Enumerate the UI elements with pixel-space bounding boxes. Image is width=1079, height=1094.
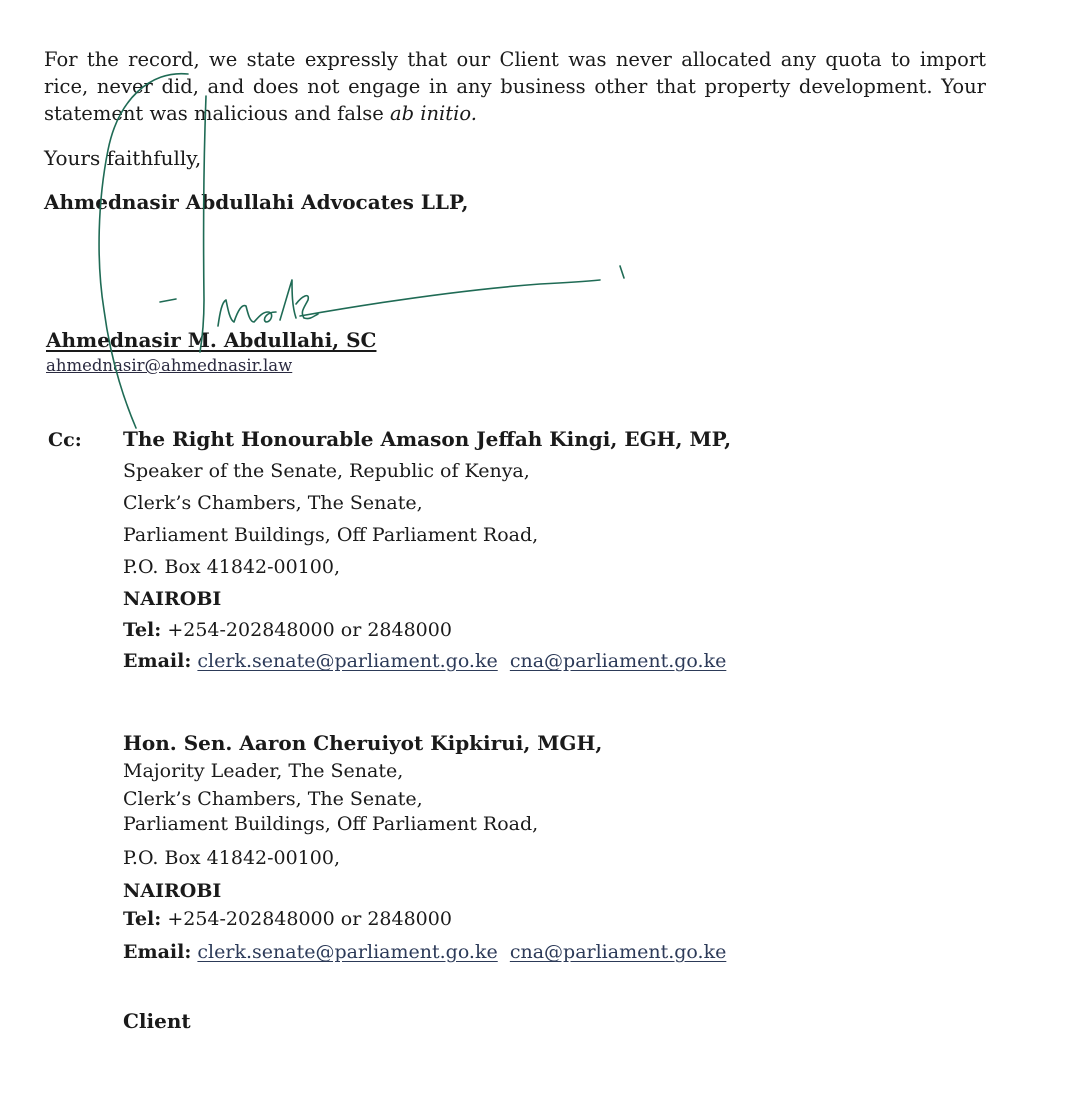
signatory-name: Ahmednasir M. Abdullahi, SC (46, 328, 377, 352)
address-line: Clerk’s Chambers, The Senate, (123, 788, 423, 810)
address-line: P.O. Box 41842-00100, (123, 847, 341, 869)
tel-line (123, 619, 452, 641)
address-line: Clerk’s Chambers, The Senate, (123, 492, 423, 514)
address-line: P.O. Box 41842-00100, (123, 556, 341, 578)
address-line: Speaker of the Senate, Republic of Kenya, (123, 460, 530, 482)
signatory-email-link[interactable]: ahmednasir@ahmednasir.law (46, 356, 293, 375)
tel-number: +254-202848000 or 2848000 (167, 908, 452, 930)
statement-italic: ab initio. (389, 102, 477, 125)
email-link[interactable]: cna@parliament.go.ke (509, 650, 727, 672)
email-link[interactable]: cna@parliament.go.ke (509, 941, 727, 963)
recipient-name: The Right Honourable Amason Jeffah Kingi, EGH, MP, (123, 427, 732, 451)
cc-label: Cc: (48, 429, 82, 451)
statement-paragraph (44, 46, 986, 127)
city: NAIROBI (123, 588, 222, 610)
address-line: Parliament Buildings, Off Parliament Road, (123, 524, 539, 546)
closing-salutation: Yours faithfully, (44, 146, 202, 170)
email-link[interactable]: clerk.senate@parliament.go.ke (197, 941, 498, 963)
city: NAIROBI (123, 880, 222, 902)
email-line (123, 650, 726, 672)
firm-name: Ahmednasir Abdullahi Advocates LLP, (44, 190, 469, 214)
tel-number: +254-202848000 or 2848000 (167, 619, 452, 641)
tel-label: Tel: (123, 908, 162, 930)
address-line: Parliament Buildings, Off Parliament Road, (123, 813, 539, 835)
tel-label: Tel: (123, 619, 162, 641)
tel-line (123, 908, 452, 930)
email-label: Email: (123, 941, 192, 963)
recipient-name: Hon. Sen. Aaron Cheruiyot Kipkirui, MGH, (123, 731, 603, 755)
address-line: Majority Leader, The Senate, (123, 760, 404, 782)
email-link[interactable]: clerk.senate@parliament.go.ke (197, 650, 498, 672)
email-line (123, 941, 726, 963)
client-label: Client (123, 1009, 191, 1033)
email-label: Email: (123, 650, 192, 672)
statement-text: For the record, we state expressly that our Client was never allocated any quota to import rice, never did, and does not engage in any business other that property development. Your statement was malicious and false (44, 48, 986, 125)
